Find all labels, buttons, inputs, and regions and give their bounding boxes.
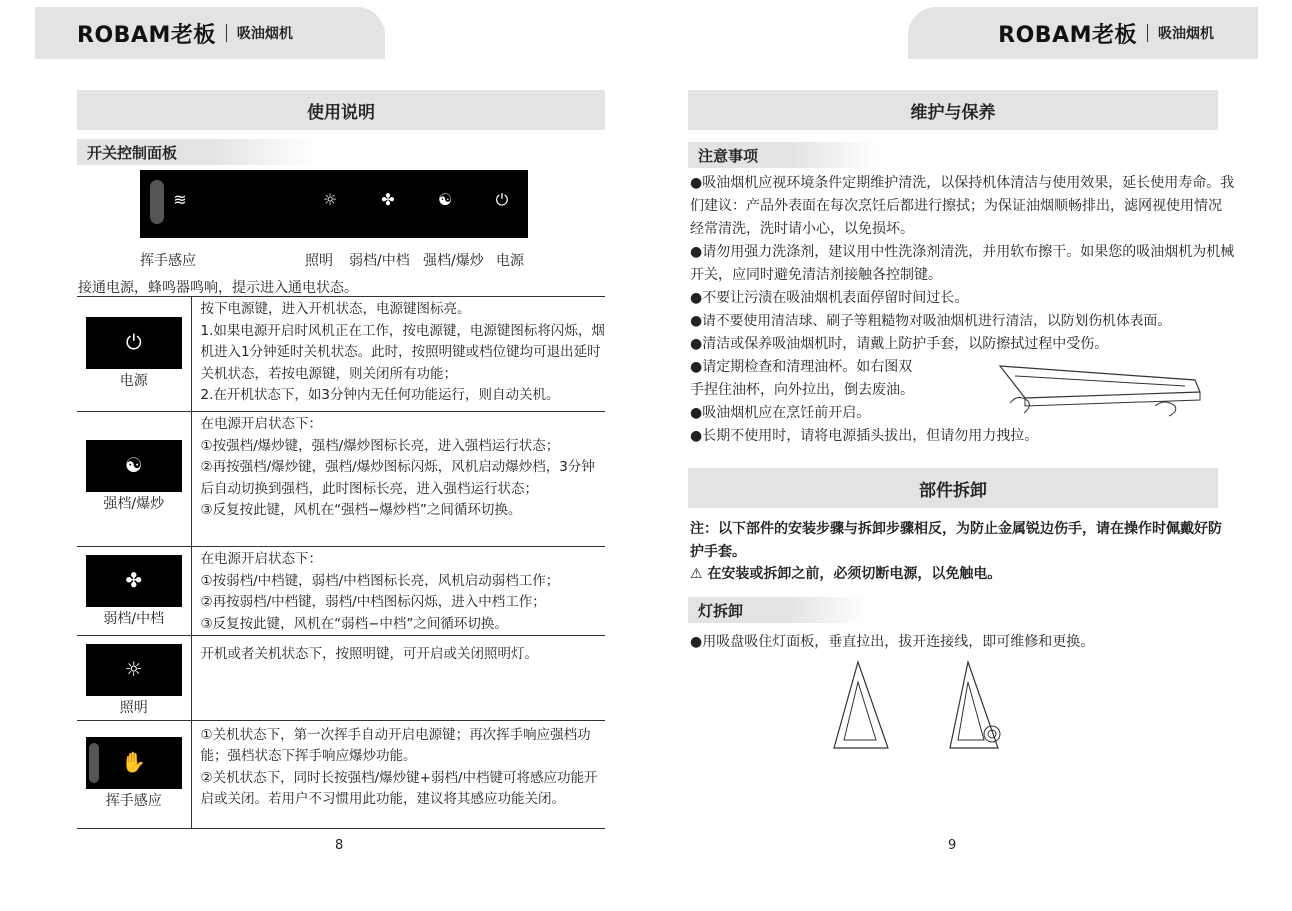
- disassembly-note: 注：以下部件的安装步骤与拆卸步骤相反，为防止金属锐边伤手，请在操作时佩戴好防护手套。: [690, 521, 1222, 560]
- list-item: ●请定期检查和清理油杯。如右图双: [690, 359, 913, 375]
- row-text-line: 按下电源键，进入开机状态，电源键图标亮。: [200, 301, 471, 317]
- row-icon-cell: [77, 636, 191, 721]
- list-item: ●不要让污渍在吸油烟机表面停留时间过长。: [690, 290, 969, 306]
- maintenance-section-title: 维护与保养: [688, 90, 1218, 130]
- strong-fan-icon: ☯: [437, 190, 453, 209]
- panel-label-strong: 强档/爆炒: [423, 253, 484, 269]
- precautions-subtitle: 注意事项: [688, 142, 878, 168]
- table-row: [77, 412, 605, 547]
- logo-divider: [226, 24, 227, 42]
- page-number-right: 9: [948, 838, 957, 853]
- table-row: [77, 547, 605, 636]
- row-text-line: 开机或者关机状态下，按照明键，可开启或关闭照明灯。: [200, 646, 538, 662]
- usage-section-title: 使用说明: [77, 90, 605, 130]
- control-panel-subtitle: 开关控制面板: [77, 139, 317, 165]
- warning-icon: ⚠: [690, 566, 703, 582]
- row-text-line: ②关机状态下，同时长按强档/爆炒键+弱档/中档键可将感应功能开启或关闭。若用户不习惯用此功能，建议将其感应功能关闭。: [200, 769, 598, 807]
- left-header: [35, 7, 385, 59]
- row-name: 弱档/中档: [103, 611, 165, 627]
- header-subtitle: 吸油烟机: [1158, 26, 1214, 42]
- row-text-line: ②再按弱档/中档键，弱档/中档图标闪烁，进入中档工作；: [200, 594, 546, 610]
- row-text-line: ②再按强档/爆炒键，强档/爆炒图标闪烁，风机启动爆炒档，3分钟后自动切换到强档，此时图标长亮，进入强档运行状态；: [200, 459, 595, 497]
- list-item: ●长期不使用时，请将电源插头拔出，但请勿用力拽拉。: [690, 428, 1039, 444]
- panel-label-wave: 挥手感应: [140, 253, 196, 269]
- row-name: 电源: [119, 373, 148, 389]
- row-text-cell: [191, 297, 605, 412]
- row-icon-cell: [77, 297, 191, 412]
- list-item: ●吸油烟机应在烹饪前开启。: [690, 405, 871, 421]
- wave-hand-icon: [86, 737, 182, 789]
- row-text-line: 2.在开机状态下，如3分钟内无任何功能运行，则自动关机。: [200, 387, 560, 403]
- row-text-line: ③反复按此键，风机在“弱档−中档”之间循环切换。: [200, 615, 508, 632]
- disassembly-section-title: 部件拆卸: [688, 468, 1218, 508]
- row-name: 照明: [119, 700, 148, 716]
- list-item: ●请勿用强力洗涤剂，建议用中性洗涤剂清洗，并用软布擦干。如果您的吸油烟机为机械开关，应同时避免清洁剂接触各控制键。: [690, 244, 1235, 283]
- warning-line: [690, 563, 1235, 586]
- table-row: [77, 720, 605, 828]
- power-icon: ⏻: [495, 190, 509, 209]
- warning-text: 在安装或拆卸之前，必须切断电源，以免触电。: [707, 566, 1002, 582]
- light-icon: ☼: [86, 644, 182, 696]
- list-item: ●请不要使用清洁球、刷子等粗糙物对吸油烟机进行清洁，以防划伤机体表面。: [690, 313, 1172, 329]
- row-text-line: 1.如果电源开启时风机正在工作，按电源键，电源键图标将闪烁，烟机进入1分钟延时关机状态。此时，按照明键或档位键均可退出延时关机状态，若按电源键，则关闭所有功能；: [200, 322, 605, 382]
- row-text-line: ①按弱档/中档键，弱档/中档图标长亮，风机启动弱档工作；: [200, 572, 560, 589]
- light-icon: ☼: [322, 190, 338, 209]
- wave-sensor-slot: [89, 743, 99, 783]
- row-icon-cell: [77, 547, 191, 636]
- row-text-cell: [191, 636, 605, 721]
- row-icon-cell: [77, 412, 191, 547]
- row-icon-cell: [77, 720, 191, 828]
- wave-hand-icon: ≋: [173, 190, 187, 209]
- power-icon: ⏻: [86, 317, 182, 369]
- brand-logo: ROBAM老板: [998, 22, 1137, 48]
- brand-logo: ROBAM老板: [77, 22, 216, 48]
- list-item: ●吸油烟机应视环境条件定期维护清洗，以保持机体清洁与使用效果，延长使用寿命。我们建议：产品外表面在每次烹饪后都进行擦拭；为保证油烟顺畅排出，滤网视使用情况经常清洗，洗时请小心，以免损坏。: [690, 175, 1235, 237]
- wave-glyph: ✋: [121, 749, 147, 774]
- row-text-cell: [191, 720, 605, 828]
- row-text-line: ①按强档/爆炒键，强档/爆炒图标长亮，进入强档运行状态；: [200, 437, 560, 454]
- lamp-removal-text: ●用吸盘吸住灯面板，垂直拉出，拔开连接线，即可维修和更换。: [690, 634, 1095, 650]
- weak-fan-icon: ✤: [86, 555, 182, 607]
- row-name: 强档/爆炒: [103, 496, 165, 512]
- panel-label-light: 照明: [305, 253, 333, 269]
- control-panel-image: [140, 170, 528, 238]
- lamp-removal-subtitle: 灯拆卸: [688, 597, 868, 623]
- control-functions-table: [77, 296, 605, 829]
- row-text-line: 在电源开启状态下：: [200, 551, 322, 567]
- row-text-line: ①关机状态下，第一次挥手自动开启电源键；再次挥手响应强档功能；强档状态下挥手响应爆炒功能。: [200, 726, 591, 764]
- panel-label-weak: 弱档/中档: [349, 253, 410, 269]
- header-subtitle: 吸油烟机: [236, 26, 293, 42]
- list-item: ●清洁或保养吸油烟机时，请戴上防护手套，以防擦拭过程中受伤。: [690, 336, 1109, 352]
- list-item: 手捏住油杯，向外拉出，倒去废油。: [690, 382, 914, 398]
- logo-divider: [1147, 24, 1148, 42]
- table-row: [77, 636, 605, 721]
- row-text-cell: [191, 412, 605, 547]
- oil-cup-illustration: [995, 358, 1205, 420]
- page-number-left: 8: [335, 838, 344, 853]
- row-text-line: ③反复按此键，风机在“强档−爆炒档”之间循环切换。: [200, 502, 522, 518]
- panel-label-power: 电源: [496, 253, 524, 269]
- lamp-removal-illustration: [830, 660, 1020, 752]
- table-row: [77, 297, 605, 412]
- power-on-note: 接通电源，蜂鸣器鸣响，提示进入通电状态。: [78, 280, 358, 296]
- strong-fan-icon: ☯: [86, 440, 182, 492]
- wave-sensor-slot: [150, 180, 164, 224]
- right-header: [908, 7, 1258, 59]
- row-text-line: 在电源开启状态下：: [200, 416, 322, 432]
- row-text-cell: [191, 547, 605, 636]
- weak-fan-icon: ✤: [381, 190, 395, 209]
- row-name: 挥手感应: [105, 792, 162, 809]
